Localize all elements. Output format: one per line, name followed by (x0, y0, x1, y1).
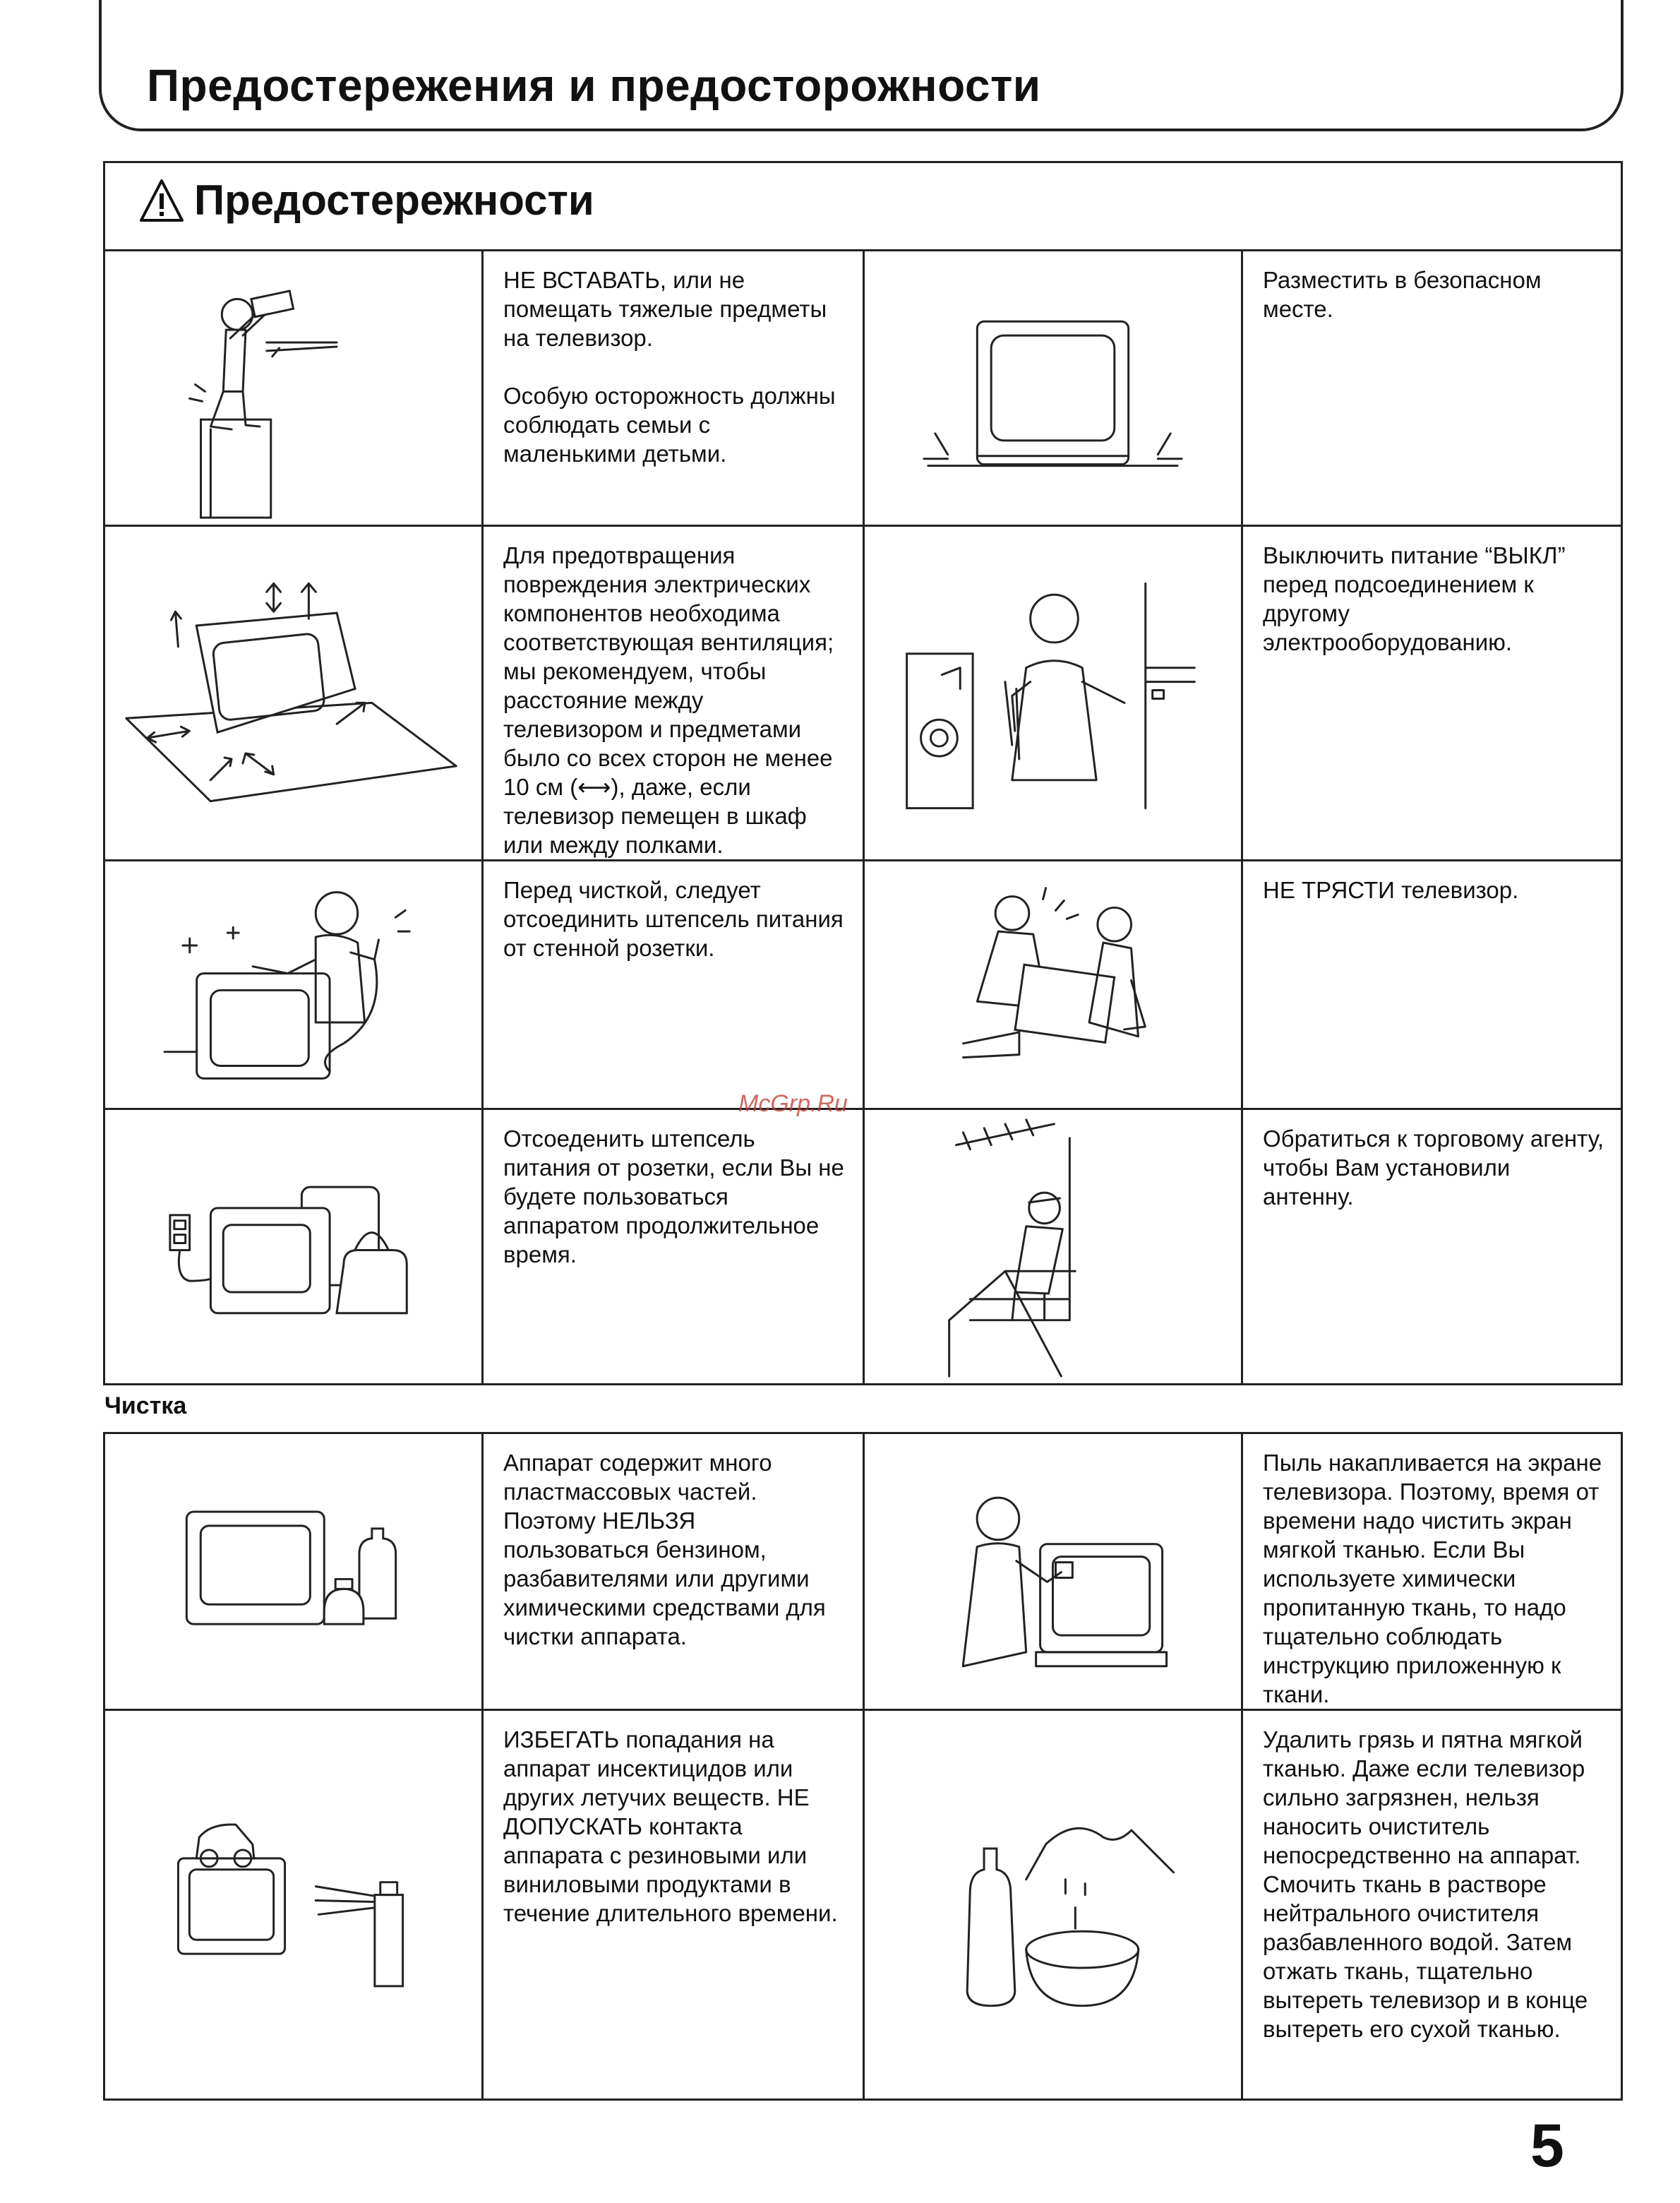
precaution-text (483, 1109, 864, 1385)
illustration-cell (864, 861, 1242, 1109)
tv-spray-icon (105, 1711, 481, 2098)
precaution-text-3-right: Обратиться к торговому агенту, чтобы Вам установили антенну. (1263, 1126, 1604, 1210)
page-title: Предостережения и предосторожности (147, 60, 1041, 111)
illustration-cell (864, 1433, 1242, 1710)
illustration-cell (864, 526, 1242, 861)
man-connecting-cables-icon (865, 527, 1241, 859)
tv-unplugged-luggage-icon (105, 1110, 481, 1383)
woman-unplugging-tv-icon (105, 861, 481, 1108)
cleaning-text-0-left: Аппарат содержит много пластмассовых частей. Поэтому НЕЛЬЗЯ пользоваться бензином, разбавителями или другими химическими средствами для чистки аппарата. (503, 1450, 826, 1649)
illustration-cell (104, 861, 483, 1109)
warning-triangle-icon (139, 178, 184, 223)
cleaning-text (483, 1710, 864, 2100)
precautions-table (103, 161, 1623, 1385)
antenna-installer-icon (865, 1110, 1241, 1383)
precaution-text-2-right: НЕ ТРЯСТИ телевизор. (1263, 877, 1519, 903)
illustration-cell (104, 251, 483, 526)
precaution-text-3-left: Отсоеденить штепсель питания от розетки, если Вы не будете пользоваться аппаратом продолжительное время. (503, 1126, 844, 1267)
cleaning-text-0-right: Пыль накапливается на экране телевизора. Поэтому, время от времени надо чистить экран мягкой тканью. Если Вы используете химически пропитанную ткань, то надо тщательно соблюдать инструкцию приложенную к ткани. (1263, 1450, 1602, 1707)
wringing-cloth-icon (865, 1711, 1241, 2098)
illustration-cell (104, 1433, 483, 1710)
precaution-text (483, 526, 864, 861)
precaution-text (1242, 861, 1622, 1109)
page-number: 5 (1530, 2112, 1564, 2180)
child-climbing-tv-icon (105, 251, 481, 525)
illustration-cell (864, 1109, 1242, 1385)
cleaning-text (1242, 1433, 1622, 1710)
tv-on-stable-surface-icon (865, 251, 1241, 525)
precaution-text-0-right: Разместить в безопасном месте. (1263, 267, 1542, 322)
precaution-text (1242, 526, 1622, 861)
woman-wiping-screen-icon (865, 1434, 1241, 1709)
precaution-text (483, 861, 864, 1109)
precaution-text-0-left: НЕ ВСТАВАТЬ, или не помещать тяжелые предметы на телевизор. Особую осторожность должны соблюдать семьи с маленькими детьми. (503, 267, 836, 467)
illustration-cell (864, 1710, 1242, 2100)
men-carrying-tv-icon (865, 861, 1241, 1108)
illustration-cell (104, 1710, 483, 2100)
illustration-cell (104, 526, 483, 861)
cleaning-text (1242, 1710, 1622, 2100)
watermark: McGrp.Ru (738, 1090, 848, 1117)
precaution-text-1-left: Для предотвращения повреждения электрических компонентов необходима соответствующая вентиляция; мы рекомендуем, чтобы расстояние между телевизором и предметами было со всех сторон не менее 10 см (⟷), даже, если телевизор пемещен в шкаф или между полками. (503, 542, 834, 858)
precaution-text (483, 251, 864, 526)
precautions-heading-cell (104, 162, 1622, 251)
cleaning-text-1-left: ИЗБЕГАТЬ попадания на аппарат инсектицидов или других летучих веществ. НЕ ДОПУСКАТЬ контакта аппарата с резиновыми или виниловыми продуктами в течение длительного времени. (503, 1726, 838, 1926)
precaution-text (1242, 251, 1622, 526)
cleaning-text-1-right: Удалить грязь и пятна мягкой тканью. Даже если телевизор сильно загрязнен, нельзя наносить очиститель непосредственно на аппарат. Смочить ткань в растворе нейтрального очистителя разбавленного водой. Затем отжать ткань, тщательно вытереть телевизор и в конце вытереть его сухой тканью. (1263, 1726, 1588, 2042)
cleaning-section-label: Чистка (104, 1392, 187, 1419)
precautions-heading: Предостережности (194, 177, 594, 224)
precaution-text-1-right: Выключить питание “ВЫКЛ” перед подсоединением к другому электрооборудованию. (1263, 542, 1566, 655)
precaution-text-2-left: Перед чисткой, следует отсоединить штепсель питания от стенной розетки. (503, 877, 844, 961)
precaution-text (1242, 1109, 1622, 1385)
illustration-cell (104, 1109, 483, 1385)
cleaning-table (103, 1432, 1623, 2101)
cleaning-text (483, 1433, 864, 1710)
tv-chemicals-icon (105, 1434, 481, 1709)
illustration-cell (864, 251, 1242, 526)
tv-ventilation-icon (105, 527, 481, 859)
